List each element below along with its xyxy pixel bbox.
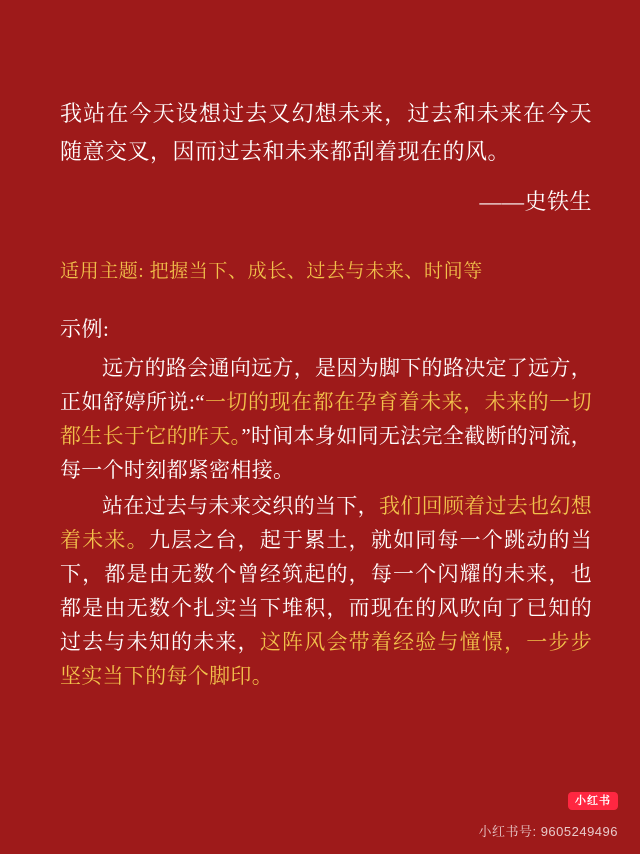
quote-text: 我站在今天设想过去又幻想未来，过去和未来在今天随意交叉，因而过去和未来都刮着现在的风。	[60, 101, 592, 164]
paragraph-1-segment-2: 一切的现在都在孕育着未来，未来的一切都生长于它的昨天。	[60, 389, 592, 448]
paragraph-2-segment-1: 站在过去与未来交织的当下，	[102, 493, 379, 518]
paragraph-1-segment-3: ”时间本身如同无法完全截断的河流，每一个时刻都紧密相接。	[60, 423, 593, 482]
topic-line: 适用主题: 把握当下、成长、过去与未来、时间等	[60, 260, 483, 282]
paragraph-2-segment-4: 这阵风会带着经验与憧憬，一步步坚实当下的每个脚印。	[60, 629, 593, 688]
example-label: 示例:	[60, 316, 110, 341]
card-content	[60, 95, 592, 693]
paragraph-2-segment-2: 我们回顾着过去也幻想着未来。	[60, 493, 593, 552]
paragraph-2-segment-3: 九层之台，起于累土，就如同每一个跳动的当下，都是由无数个曾经筑起的，每一个闪耀的未来，也都是由无数个扎实当下堆积，而现在的风吹向了已知的过去与未知的未来，	[60, 527, 593, 654]
xiaohongshu-logo-icon: 小红书	[568, 792, 618, 810]
quote-attribution: ——史铁生	[479, 188, 592, 214]
card-footer	[0, 784, 640, 854]
paragraph-2	[60, 489, 592, 693]
account-id-text: 小红书号: 9605249496	[478, 824, 618, 839]
paragraph-1-segment-1: 远方的路会通向远方，是因为脚下的路决定了远方，正如舒婷所说:“	[60, 355, 592, 414]
paragraph-1	[60, 351, 592, 487]
example-body	[60, 351, 592, 693]
